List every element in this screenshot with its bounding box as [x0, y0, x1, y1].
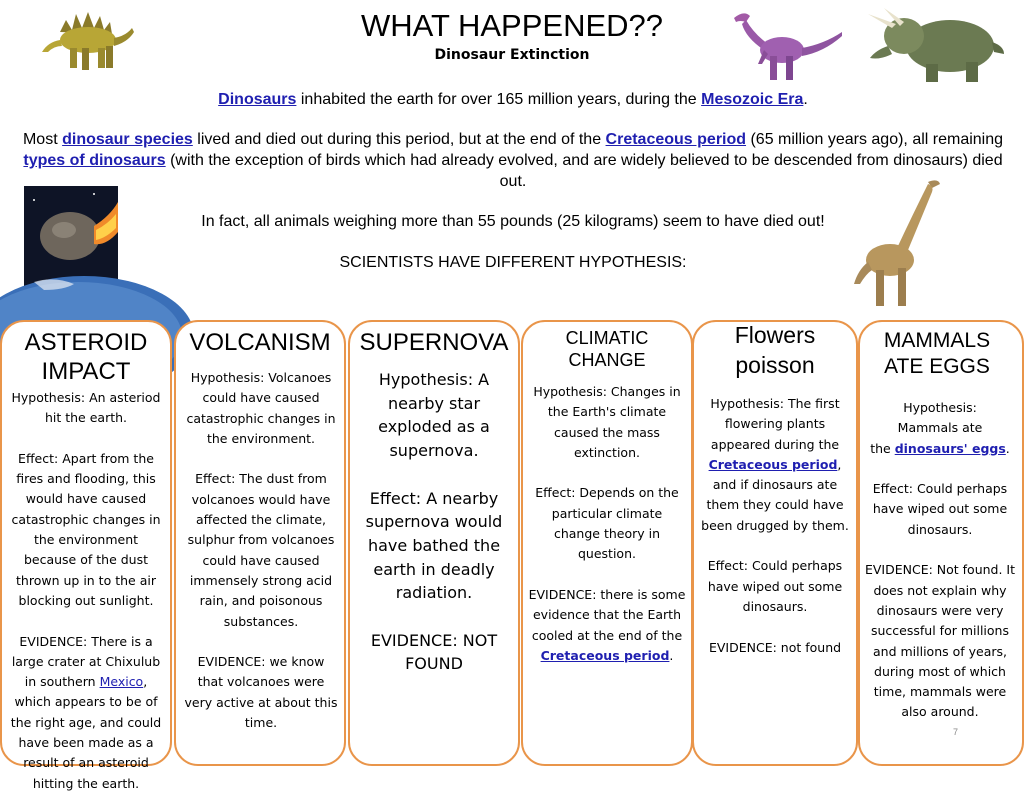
card-heading: ASTEROID IMPACT — [24, 329, 148, 385]
card-text: . — [669, 647, 674, 663]
card-text: , and if dinosaurs ate them they could have been drugged by them. Effect: Could perhaps have wiped out some dinosaurs. EVIDENCE: not found — [701, 456, 849, 655]
mammals-ate-eggs-card — [858, 320, 1024, 766]
brachiosaurus-image — [852, 176, 942, 310]
intro-text: inhabited the earth for over 165 million years, during the — [296, 91, 702, 108]
card-heading: Flowers poisson — [734, 322, 816, 378]
intro-paragraph-1 — [8, 89, 1018, 110]
page-subtitle: Dinosaur Extinction — [434, 47, 590, 63]
page-title: WHAT HAPPENED?? — [360, 8, 664, 43]
card-text: Hypothesis: Mammals ate the — [870, 400, 983, 456]
card-body — [527, 382, 687, 666]
volcanism-card — [174, 320, 346, 766]
stegosaurus-image — [36, 6, 136, 80]
mesozoic-era-link[interactable]: Mesozoic Era — [701, 91, 804, 108]
flowers-poisson-card — [692, 320, 858, 766]
card-body — [696, 394, 854, 658]
intro-text: lived and died out during this period, but at the end of the — [192, 131, 606, 148]
hypothesis-heading: SCIENTISTS HAVE DIFFERENT HYPOTHESIS: — [339, 254, 687, 271]
intro-text: (with the exception of birds which had already evolved, and are widely believed to be descended from dinosaurs) died out. — [165, 152, 1003, 190]
card-body: Hypothesis: A nearby star exploded as a supernova. Effect: A nearby supernova would have bathed the earth in deadly radiation. EVIDENCE: NOT FOUND — [365, 370, 503, 674]
card-text: Hypothesis: Changes in the Earth's climate caused the mass extinction. Effect: Depends on the particular climate change theory in question. EVIDENCE: there is some evidence that the Earth cooled at the end of the — [528, 384, 686, 643]
climatic-change-card — [521, 320, 693, 766]
card-text: . Effect: Could perhaps have wiped out some dinosaurs. EVIDENCE: Not found. It does not explain why dinosaurs were very successful for millions and millions of years, during most of which time, mammals were also around. — [864, 440, 1016, 720]
dinosaurs-eggs-link[interactable]: dinosaurs' eggs — [894, 440, 1006, 456]
card-heading: CLIMATIC CHANGE — [565, 328, 649, 370]
card-body — [6, 388, 166, 794]
card-heading: MAMMALS ATE EGGS — [883, 329, 991, 378]
dinosaur-species-link[interactable]: dinosaur species — [62, 131, 193, 148]
page-number: 7 — [953, 727, 959, 737]
supernova-card — [348, 320, 520, 766]
asteroid-impact-card — [0, 320, 172, 791]
intro-text: Most — [22, 131, 63, 148]
triceratops-image — [866, 6, 1006, 86]
card-text: , which appears to be of the right age, and could have been made as a result of an asteroid hitting the earth. — [10, 674, 162, 791]
plateosaurus-image — [724, 4, 844, 84]
intro-text: (65 million years ago), all remaining — [746, 131, 1004, 148]
cretaceous-period-link[interactable]: Cretaceous period — [540, 647, 670, 663]
card-body — [862, 398, 1018, 723]
card-text: Hypothesis: The first flowering plants appeared during the — [710, 396, 840, 452]
intro-paragraph-3: In fact, all animals weighing more than 55 pounds (25 kilograms) seem to have died out! — [201, 213, 825, 230]
types-of-dinosaurs-link[interactable]: types of dinosaurs — [23, 152, 166, 169]
card-body: Hypothesis: Volcanoes could have caused catastrophic changes in the environment. Effect: The dust from volcanoes would have affected the climate, sulphur from volcanoes could have caused immensely strong acid rain, and poisonous substances. EVIDENCE: we know that volcanoes were very active at about this time. — [184, 370, 338, 731]
card-heading: VOLCANISM — [189, 329, 331, 356]
card-heading: SUPERNOVA — [359, 329, 509, 356]
cretaceous-period-link[interactable]: Cretaceous period — [605, 131, 747, 148]
intro-text: . — [803, 91, 808, 108]
cretaceous-period-link[interactable]: Cretaceous period — [708, 456, 838, 472]
mexico-link[interactable]: Mexico — [99, 674, 144, 690]
card-text: Hypothesis: An asteriod hit the earth. Effect: Apart from the fires and flooding, this would have caused catastrophic changes in the environment because of the dust thrown up in to the air blocking out sunlight. EVIDENCE: There is a large crater at Chixulub in southern — [11, 390, 161, 690]
dinosaurs-link[interactable]: Dinosaurs — [218, 91, 297, 108]
asteroid-earth-image — [24, 186, 118, 310]
intro-paragraph-2 — [8, 129, 1018, 192]
